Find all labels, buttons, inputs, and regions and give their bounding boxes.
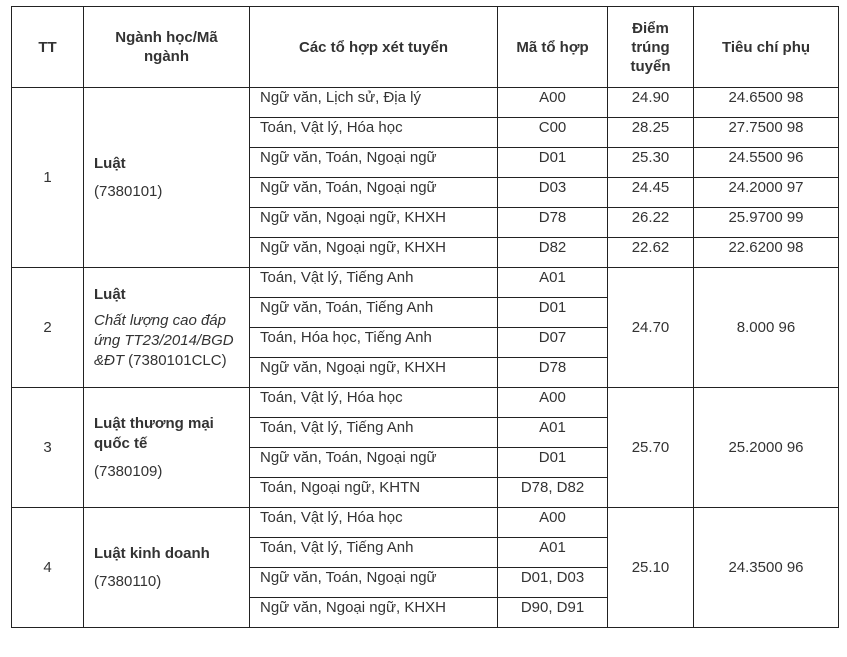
score: 26.22	[608, 208, 694, 238]
combo-code: D78	[498, 208, 608, 238]
table-row	[12, 388, 839, 418]
major-tt: 1	[12, 88, 84, 268]
combo-subjects: Ngữ văn, Ngoại ngữ, KHXH	[250, 238, 498, 268]
major-cell	[84, 508, 250, 628]
major-code: (7380110)	[94, 572, 162, 590]
combo-subjects: Toán, Vật lý, Hóa học	[250, 388, 498, 418]
combo-code: D07	[498, 328, 608, 358]
header-major: Ngành học/Mã ngành	[84, 7, 250, 88]
combo-code: A01	[498, 538, 608, 568]
combo-subjects: Ngữ văn, Toán, Tiếng Anh	[250, 298, 498, 328]
combo-code: D01	[498, 148, 608, 178]
header-combo-code: Mã tổ hợp	[498, 7, 608, 88]
criteria: 25.9700 99	[694, 208, 839, 238]
combo-code: D01, D03	[498, 568, 608, 598]
combo-subjects: Ngữ văn, Ngoại ngữ, KHXH	[250, 208, 498, 238]
combo-subjects: Ngữ văn, Toán, Ngoại ngữ	[250, 178, 498, 208]
major-cell	[84, 268, 250, 388]
major-name: Luật	[94, 154, 126, 172]
combo-subjects: Ngữ văn, Lịch sử, Địa lý	[250, 88, 498, 118]
score: 28.25	[608, 118, 694, 148]
criteria: 8.000 96	[694, 268, 839, 388]
score: 24.45	[608, 178, 694, 208]
combo-code: D01	[498, 298, 608, 328]
major-note	[94, 311, 245, 371]
major-tt: 3	[12, 388, 84, 508]
header-tt: TT	[12, 7, 84, 88]
combo-code: A00	[498, 508, 608, 538]
major-note-text: Chất lượng cao đáp ứng TT23/2014/BGD &ĐT	[94, 311, 234, 369]
combo-subjects: Ngữ văn, Toán, Ngoại ngữ	[250, 568, 498, 598]
combo-subjects: Ngữ văn, Toán, Ngoại ngữ	[250, 148, 498, 178]
combo-code: A01	[498, 268, 608, 298]
score: 22.62	[608, 238, 694, 268]
table-row	[12, 508, 839, 538]
admission-score-table	[11, 6, 839, 628]
criteria: 24.2000 97	[694, 178, 839, 208]
combo-subjects: Toán, Vật lý, Hóa học	[250, 508, 498, 538]
criteria: 25.2000 96	[694, 388, 839, 508]
score: 25.30	[608, 148, 694, 178]
combo-code: D03	[498, 178, 608, 208]
combo-code: D90, D91	[498, 598, 608, 628]
major-name: Luật thương mại quốc tế	[94, 414, 214, 452]
combo-code: D82	[498, 238, 608, 268]
combo-subjects: Ngữ văn, Toán, Ngoại ngữ	[250, 448, 498, 478]
combo-subjects: Toán, Vật lý, Tiếng Anh	[250, 268, 498, 298]
major-name: Luật kinh doanh	[94, 544, 210, 562]
major-name: Luật	[94, 285, 126, 303]
score: 24.90	[608, 88, 694, 118]
combo-subjects: Toán, Vật lý, Hóa học	[250, 118, 498, 148]
criteria: 27.7500 98	[694, 118, 839, 148]
major-tt: 2	[12, 268, 84, 388]
major-code: (7380101CLC)	[128, 351, 227, 369]
combo-code: A01	[498, 418, 608, 448]
score: 25.70	[608, 388, 694, 508]
major-cell	[84, 388, 250, 508]
combo-subjects: Toán, Vật lý, Tiếng Anh	[250, 538, 498, 568]
combo-code: A00	[498, 388, 608, 418]
combo-code: D01	[498, 448, 608, 478]
major-tt: 4	[12, 508, 84, 628]
combo-code: A00	[498, 88, 608, 118]
combo-code: D78, D82	[498, 478, 608, 508]
criteria: 24.5500 96	[694, 148, 839, 178]
combo-subjects: Toán, Ngoại ngữ, KHTN	[250, 478, 498, 508]
combo-subjects: Toán, Hóa học, Tiếng Anh	[250, 328, 498, 358]
major-cell	[84, 88, 250, 268]
criteria: 22.6200 98	[694, 238, 839, 268]
combo-code: C00	[498, 118, 608, 148]
criteria: 24.6500 98	[694, 88, 839, 118]
criteria: 24.3500 96	[694, 508, 839, 628]
header-criteria: Tiêu chí phụ	[694, 7, 839, 88]
header-combos: Các tổ hợp xét tuyển	[250, 7, 498, 88]
table-row	[12, 268, 839, 298]
combo-code: D78	[498, 358, 608, 388]
combo-subjects: Toán, Vật lý, Tiếng Anh	[250, 418, 498, 448]
combo-subjects: Ngữ văn, Ngoại ngữ, KHXH	[250, 358, 498, 388]
major-code: (7380109)	[94, 462, 163, 480]
table-row	[12, 88, 839, 118]
major-code: (7380101)	[94, 182, 163, 200]
score: 25.10	[608, 508, 694, 628]
header-score: Điểm trúng tuyển	[608, 7, 694, 88]
combo-subjects: Ngữ văn, Ngoại ngữ, KHXH	[250, 598, 498, 628]
header-row	[12, 7, 839, 88]
score: 24.70	[608, 268, 694, 388]
